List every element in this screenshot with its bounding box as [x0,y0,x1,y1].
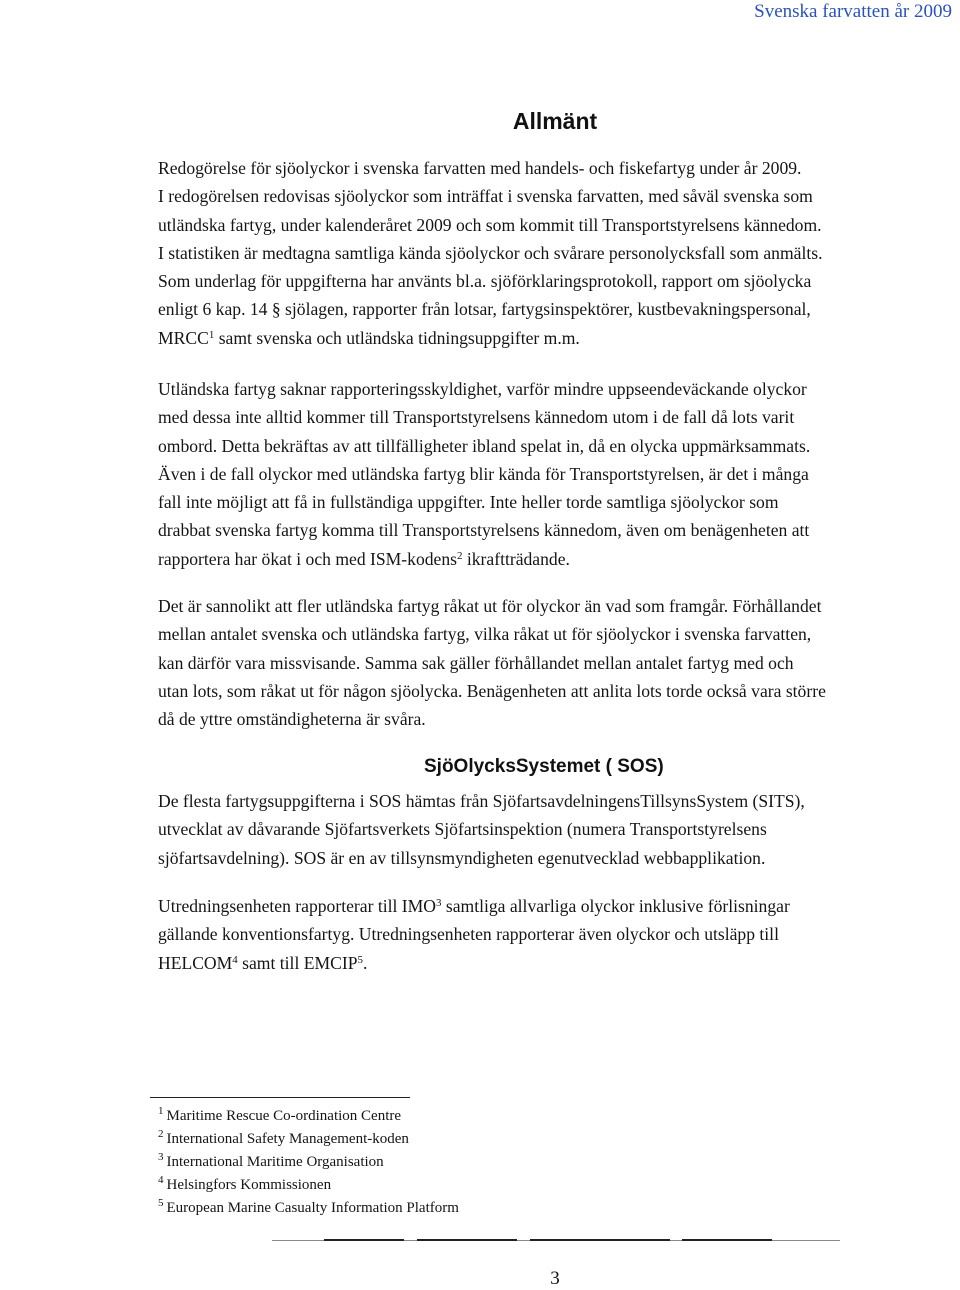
text-line: fall inte möjligt att få in fullständiga uppgifter. Inte heller torde samtliga sjöolyckor som [158,492,779,513]
footnote-text: Maritime Rescue Co-ordination Centre [166,1108,402,1124]
footnote-separator [150,1097,410,1098]
text-line: Utländska fartyg saknar rapporteringsskyldighet, varför mindre uppseendeväckande olyckor [158,379,807,399]
text-line: drabbat svenska fartyg komma till Transportstyrelsens kännedom, även om benägenheten att [158,520,810,541]
footer-divider-segment [324,1239,404,1241]
text-line: I redogörelsen redovisas sjöolyckor som inträffat i svenska farvatten, med såväl svenska som [158,186,813,207]
text-line [158,545,954,573]
text-line: ombord. Detta bekräftas av att tillfälligheter ibland spelat in, då en olycka uppmärksammats. [158,435,811,456]
text-line: utvecklat av dåvarande Sjöfartsverkets Sjöfartsinspektion (numera Transportstyrelsens [158,819,767,840]
text-fragment: samtliga allvarliga olyckor inklusive förlisningar [441,896,790,916]
page-number: 3 [550,1268,560,1289]
footnote-text: International Maritime Organisation [166,1154,384,1170]
text-fragment: Utredningsenheten rapporterar till IMO [158,896,436,916]
footnote-2 [158,1128,459,1151]
footnote-ref-2: 2 [457,549,463,562]
paragraph-foreign-ships [158,375,954,573]
section-title-sos: SjöOlycksSystemet ( SOS) [424,756,664,777]
footnote-ref-1: 1 [208,328,215,341]
text-fragment: . [362,952,368,973]
footnote-4 [158,1174,459,1197]
text-fragment: HELCOM [158,952,233,973]
text-line: då de yttre omständigheterna är svåra. [158,709,426,730]
footnote-ref-5: 5 [357,953,363,966]
text-line: Redogörelse för sjöolyckor i svenska farvatten med handels- och fiskefartyg under år 2009. [158,158,802,178]
text-line: utländska fartyg, under kalenderåret 2009 och som kommit till Transportstyrelsens kännedom. [158,214,822,235]
footer-divider [272,1240,840,1241]
footnote-1 [158,1105,459,1128]
footnote-text: Helsingfors Kommissionen [166,1177,332,1193]
footnote-5 [158,1197,459,1220]
footnote-number: 3 [158,1151,164,1163]
text-line: kan därför vara missvisande. Samma sak gäller förhållandet mellan antalet fartyg med och [158,652,794,673]
text-line: mellan antalet svenska och utländska fartyg, vilka råkat ut för sjöolyckor i svenska farvatten, [158,624,812,645]
text-line: Det är sannolikt att fler utländska fartyg råkat ut för olyckor än vad som framgår. Förhållandet [158,596,822,616]
paragraph-probability [158,592,954,733]
text-line: I statistiken är medtagna samtliga kända sjöolyckor och svårare personolycksfall som anmälts. [158,242,823,263]
footer-divider-segment [530,1239,670,1241]
text-fragment: samt till EMCIP [237,952,358,973]
footnote-ref-4: 4 [232,953,238,966]
footnote-text: International Safety Management-koden [166,1131,409,1147]
footnote-number: 1 [158,1105,164,1117]
text-line: utan lots, som råkat ut för någon sjöolycka. Benägenheten att anlita lots torde också vara större [158,680,826,701]
footnote-3 [158,1151,459,1174]
text-line: sjöfartsavdelning). SOS är en av tillsynsmyndigheten egenutvecklad webbapplikation. [158,847,766,868]
running-header: Svenska farvatten år 2009 [754,1,952,22]
footer-divider-segment [682,1239,772,1241]
footer-divider-segment [417,1239,517,1241]
text-line: Som underlag för uppgifterna har använts bl.a. sjöförklaringsprotokoll, rapport om sjöolycka [158,271,812,292]
paragraph-reporting [158,892,954,977]
text-line: De flesta fartygsuppgifterna i SOS hämtas från SjöfartsavdelningensTillsynsSystem (SITS), [158,791,805,811]
text-line [158,949,954,977]
text-line [158,892,954,920]
text-line: gällande konventionsfartyg. Utredningsenheten rapporterar även olyckor och utsläpp till [158,924,779,945]
text-line: enligt 6 kap. 14 § sjölagen, rapporter från lotsar, fartygsinspektörer, kustbevakningspersonal, [158,299,811,320]
paragraph-intro [158,154,954,352]
text-line: Även i de fall olyckor med utländska fartyg blir kända för Transportstyrelsen, är det i många [158,463,809,484]
section-title-allmant: Allmänt [512,108,598,134]
footnote-text: European Marine Casualty Information Platform [166,1200,459,1216]
text-fragment: rapportera har ökat i och med ISM-kodens [158,548,457,569]
footnote-number: 5 [158,1197,164,1209]
paragraph-sos [158,787,954,872]
footnotes [158,1105,459,1220]
text-line: med dessa inte alltid kommer till Transportstyrelsens kännedom utom i de fall då lots varit [158,407,795,428]
footnote-number: 2 [158,1128,164,1140]
text-fragment: MRCC [158,327,209,348]
footnote-ref-3: 3 [436,897,442,909]
text-fragment: ikraftträdande. [462,548,570,569]
text-fragment: samt svenska och utländska tidningsuppgifter m.m. [214,327,580,348]
text-line [158,324,954,352]
footnote-number: 4 [158,1174,164,1186]
